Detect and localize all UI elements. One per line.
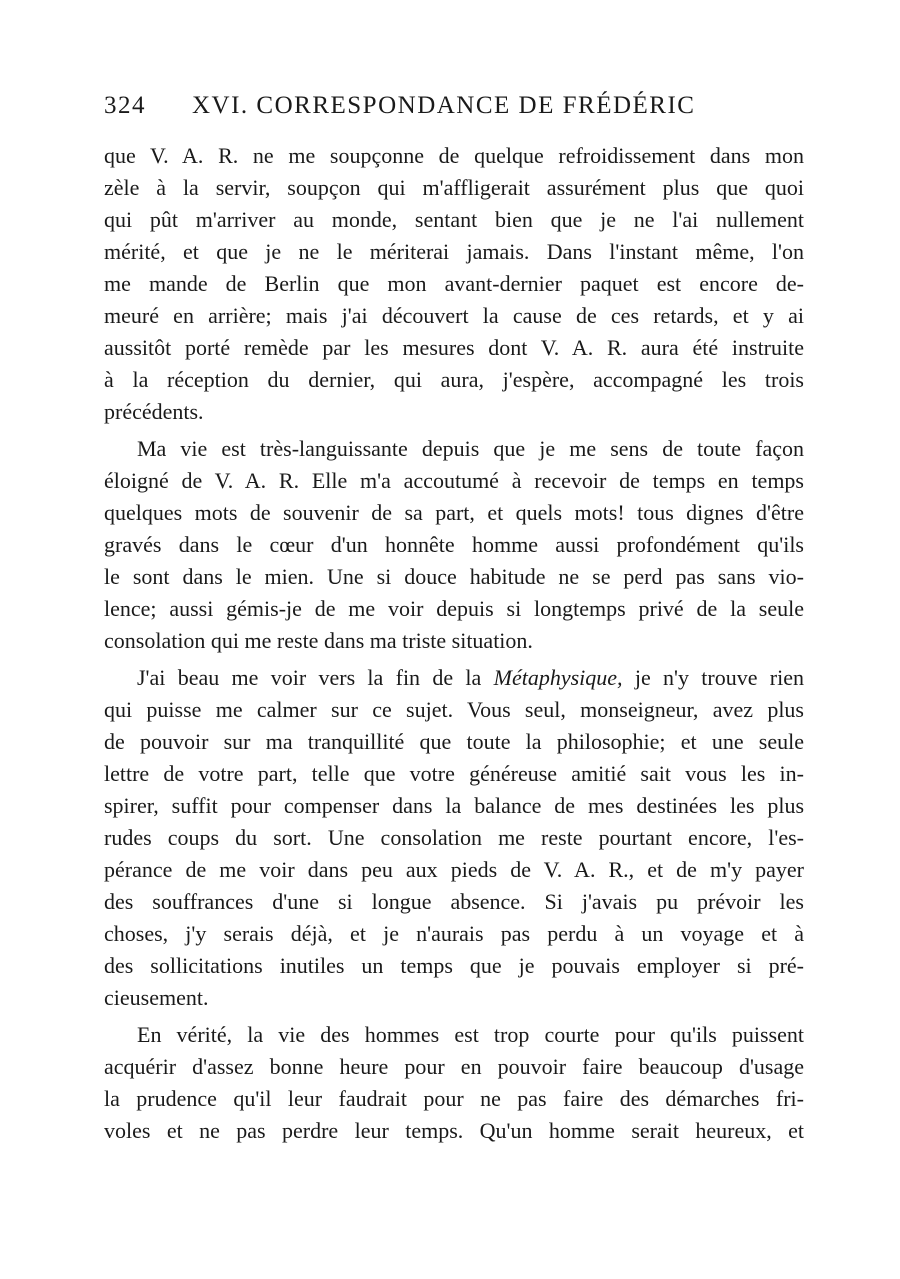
text-segment: J'ai beau me voir vers la fin de la [137,665,494,690]
text-line: que V. A. R. ne me soupçonne de quelque refroidissement dans mon [104,143,804,168]
text-line: à la réception du dernier, qui aura, j'espère, accompagné les trois [104,367,804,392]
text-line: qui pût m'arriver au monde, sentant bien que je ne l'ai nullement [104,207,804,232]
text-line: voles et ne pas perdre leur temps. Qu'un homme serait heureux, et [104,1118,804,1143]
text-line: lence; aussi gémis-je de me voir depuis si longtemps privé de la seule [104,596,804,621]
book-title: Métaphysique, [493,665,623,690]
paragraph-2 [104,433,804,657]
text-line: cieusement. [104,985,209,1010]
text-line: me mande de Berlin que mon avant-dernier paquet est encore de- [104,271,804,296]
text-line: choses, j'y serais déjà, et je n'aurais pas perdu à un voyage et à [104,921,804,946]
text-line: éloigné de V. A. R. Elle m'a accoutumé à recevoir de temps en temps [104,468,804,493]
body-text [104,140,804,1147]
text-line: des souffrances d'une si longue absence. Si j'avais pu prévoir les [104,889,804,914]
text-line: des sollicitations inutiles un temps que je pouvais employer si pré- [104,953,804,978]
paragraph-4 [104,1019,804,1147]
text-line: spirer, suffit pour compenser dans la balance de mes destinées les plus [104,793,804,818]
text-line: aussitôt porté remède par les mesures dont V. A. R. aura été instruite [104,335,804,360]
text-line: meuré en arrière; mais j'ai découvert la cause de ces retards, et y ai [104,303,804,328]
text-line: lettre de votre part, telle que votre généreuse amitié sait vous les in- [104,761,804,786]
text-line: zèle à la servir, soupçon qui m'affligerait assurément plus que quoi [104,175,804,200]
text-line: gravés dans le cœur d'un honnête homme aussi profondément qu'ils [104,532,804,557]
text-line: précédents. [104,399,204,424]
text-line: mérité, et que je ne le mériterai jamais. Dans l'instant même, l'on [104,239,804,264]
paragraph-3 [104,662,804,1014]
text-line: Ma vie est très-languissante depuis que je me sens de toute façon [137,436,804,461]
page-number: 324 [104,92,146,119]
text-line: la prudence qu'il leur faudrait pour ne pas faire des démarches fri- [104,1086,804,1111]
text-line: pérance de me voir dans peu aux pieds de V. A. R., et de m'y payer [104,857,804,882]
text-line: qui puisse me calmer sur ce sujet. Vous seul, monseigneur, avez plus [104,697,804,722]
text-line: quelques mots de souvenir de sa part, et quels mots! tous dignes d'être [104,500,804,525]
paragraph-1 [104,140,804,428]
text-line: rudes coups du sort. Une consolation me reste pourtant encore, l'es- [104,825,804,850]
running-head [104,92,804,128]
text-line: En vérité, la vie des hommes est trop courte pour qu'ils puissent [137,1022,804,1047]
text-line: consolation qui me reste dans ma triste situation. [104,628,533,653]
text-segment: je n'y trouve rien [622,665,804,690]
running-title: XVI. CORRESPONDANCE DE FRÉDÉRIC [192,92,696,119]
text-line: acquérir d'assez bonne heure pour en pouvoir faire beaucoup d'usage [104,1054,804,1079]
text-line: le sont dans le mien. Une si douce habitude ne se perd pas sans vio- [104,564,804,589]
text-line: de pouvoir sur ma tranquillité que toute la philosophie; et une seule [104,729,804,754]
text-line [104,662,804,694]
